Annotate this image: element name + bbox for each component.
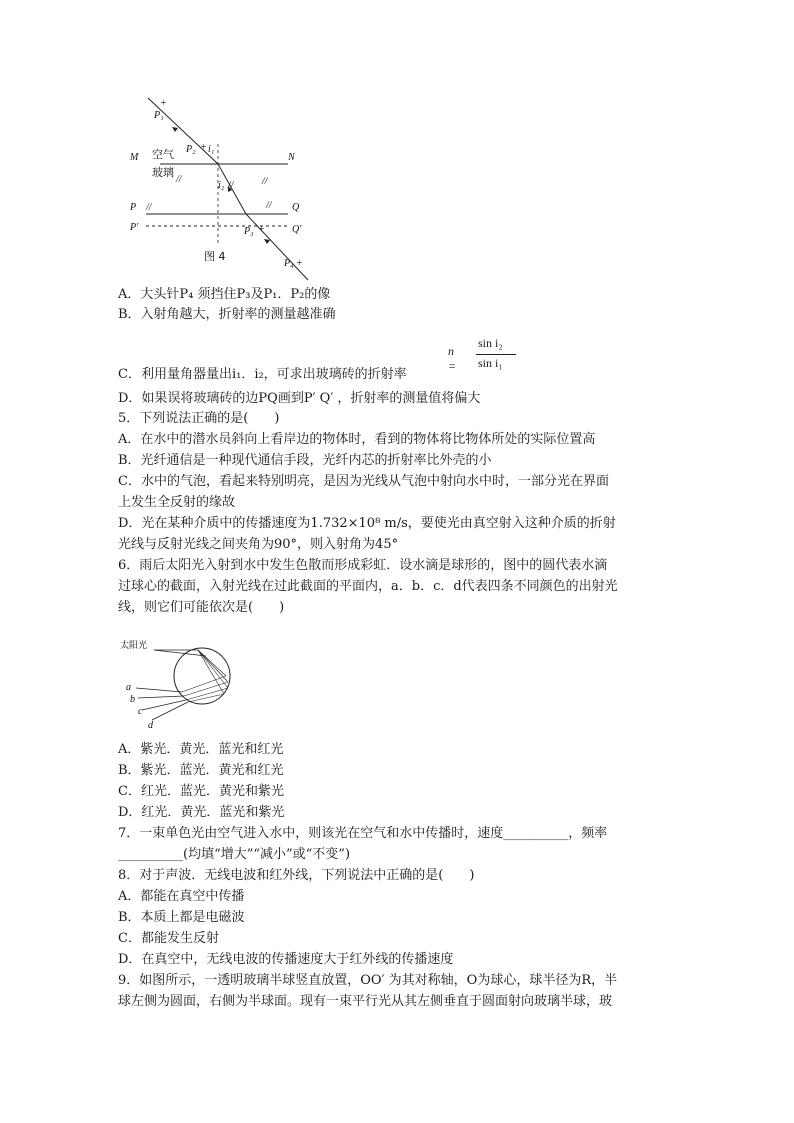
- label-i1: i₁: [208, 144, 215, 155]
- q8-option-c: C．都能发生反射: [118, 931, 219, 946]
- label-Q: Q: [292, 202, 300, 213]
- svg-text://: //: [262, 176, 268, 187]
- q6-option-c: C．红光．蓝光．黄光和紫光: [118, 784, 284, 799]
- q5-option-b: B．光纤通信是一种现代通信手段，光纤内芯的折射率比外壳的小: [118, 453, 492, 468]
- q4-option-c: C．利用量角器量出i₁．i₂，可求出玻璃砖的折射率: [118, 367, 407, 382]
- q8-option-d: D．在真空中，无线电波的传播速度大于红外线的传播速度: [118, 952, 454, 967]
- label-P-prime: P′: [130, 222, 139, 233]
- q9-line1: 9．如图所示，一透明玻璃半球竖直放置，OO′ 为其对称轴，O为球心，球半径为R，半: [118, 973, 618, 988]
- q5-option-d-line1: D．光在某种介质中的传播速度为1.732×10⁸ m/s，要使光由真空射入这种介质的折射: [118, 516, 616, 531]
- q6-option-d: D．红光．黄光．蓝光和紫光: [118, 805, 285, 820]
- svg-text:+: +: [258, 224, 265, 235]
- q5-stem: 5．下列说法正确的是( ): [118, 411, 280, 426]
- label-P2: P₂: [186, 144, 196, 155]
- svg-text:+: +: [296, 258, 303, 269]
- raindrop-dispersion-diagram: [118, 632, 234, 732]
- q4-option-d: D．如果误将玻璃砖的边PQ画到P′ Q′ ，折射率的测量值将偏大: [118, 391, 481, 406]
- arrow-icon: [172, 127, 178, 132]
- label-sunlight: 太阳光: [120, 641, 148, 651]
- q4-option-b: B．入射角越大，折射率的测量越准确: [118, 307, 336, 322]
- q6-option-a: A．紫光．黄光．蓝光和红光: [118, 742, 284, 757]
- q7-line1: 7．一束单色光由空气进入水中，则该光在空气和水中传播时，速度__________，频率: [118, 826, 608, 841]
- svg-text://: //: [146, 202, 152, 213]
- q5-option-a: A．在水中的潜水员斜向上看岸边的物体时，看到的物体将比物体所处的实际位置高: [118, 432, 596, 447]
- formula-denominator: sin i₁: [478, 356, 503, 370]
- q6-stem-line1: 6．雨后太阳光入射到水中发生色散而形成彩虹．设水滴是球形的，图中的圆代表水滴: [118, 558, 608, 573]
- label-P4: P₄: [284, 258, 294, 269]
- label-M: M: [130, 152, 139, 163]
- label-Q-prime: Q′: [292, 224, 302, 235]
- svg-text://: //: [228, 180, 234, 191]
- q5-option-c-line2: 上发生全反射的缘故: [118, 495, 236, 510]
- formula-numerator: sin i₂: [478, 336, 503, 350]
- q6-stem-line3: 线，则它们可能依次是( ): [118, 600, 285, 615]
- figure-caption: 图 4: [204, 250, 226, 263]
- label-b: b: [130, 694, 135, 705]
- svg-text:+: +: [160, 98, 167, 109]
- formula-n: n =: [448, 344, 457, 373]
- arrow-icon: [264, 239, 270, 244]
- q5-option-c-line1: C．水中的气泡，看起来特别明亮，是因为光线从气泡中射向水中时，一部分光在界面: [118, 474, 609, 489]
- q9-line2: 球左侧为圆面，右侧为半球面。现有一束平行光从其左侧垂直于圆面射向玻璃半球，玻: [118, 994, 613, 1009]
- q6-stem-line2: 过球心的截面，入射光线在过此截面的平面内，a．b．c．d代表四条不同颜色的出射光: [118, 579, 618, 594]
- figure-4-refraction-diagram: [120, 94, 320, 284]
- q8-stem: 8．对于声波．无线电波和红外线，下列说法中正确的是( ): [118, 868, 475, 883]
- q4-option-a: A．大头针P₄ 须挡住P₃及P₁．P₂的像: [118, 287, 331, 302]
- label-P1: P₁: [154, 110, 164, 121]
- label-P3: P₃: [244, 226, 254, 237]
- svg-text://: //: [266, 200, 272, 211]
- label-i2: i₂: [218, 180, 225, 191]
- svg-text://: //: [176, 174, 182, 185]
- q5-option-d-line2: 光线与反射光线之间夹角为90°，则入射角为45°: [118, 537, 399, 552]
- label-c: c: [138, 706, 143, 717]
- label-glass: 玻璃: [152, 166, 174, 179]
- label-d: d: [148, 720, 153, 731]
- label-P: P: [130, 202, 137, 213]
- q7-line2: __________(均填“增大”“减小”或“不变”): [118, 847, 351, 862]
- label-a: a: [126, 682, 131, 693]
- label-air: 空气: [152, 148, 174, 161]
- q8-option-b: B．本质上都是电磁波: [118, 910, 245, 925]
- q6-option-b: B．紫光．蓝光．黄光和红光: [118, 763, 284, 778]
- q8-option-a: A．都能在真空中传播: [118, 889, 245, 904]
- label-N: N: [288, 152, 295, 163]
- svg-text:+: +: [200, 142, 207, 153]
